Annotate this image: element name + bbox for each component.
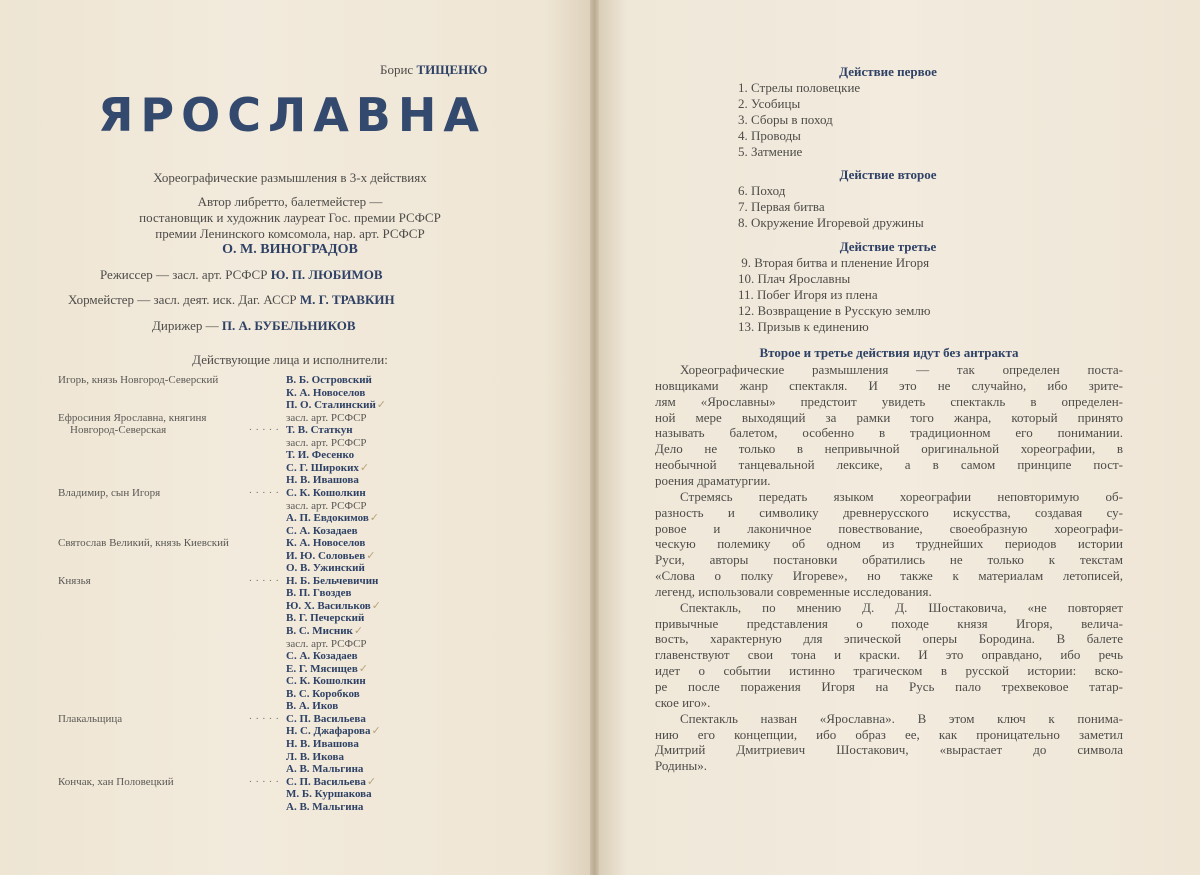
performer-name-text: Ю. Х. Васильков bbox=[286, 599, 371, 612]
credits-line: Автор либретто, балетмейстер — bbox=[197, 194, 383, 209]
essay-line: ре после поражения Игоря на Русь пало трехвековое татар- bbox=[655, 679, 1123, 694]
performer-name-text: А. П. Евдокимов bbox=[286, 512, 369, 525]
essay-line: Дело не только в непривычной оригинальной хореографии, в bbox=[655, 441, 1123, 457]
performer-name-text: К. А. Новоселов bbox=[286, 386, 366, 399]
performer-name bbox=[286, 424, 353, 436]
cast-row bbox=[58, 663, 398, 675]
scene-item: 12. Возвращение в Русскую землю bbox=[738, 303, 931, 318]
scene-item: 1. Стрелы половецкие bbox=[738, 80, 861, 95]
essay-line: нию его концепции, ибо образ ее, как проницательно заметил bbox=[655, 726, 1123, 742]
performer-name-text: засл. арт. РСФСР bbox=[286, 411, 367, 424]
scene-item: 13. Призыв к единению bbox=[738, 319, 869, 334]
performer-name bbox=[286, 412, 367, 424]
performer-name-text: И. Ю. Соловьев bbox=[286, 549, 366, 562]
essay-line: «Слова о полку Игореве», но также к материалам летописей, bbox=[655, 568, 1123, 584]
checkmark-icon: ✓ bbox=[353, 625, 364, 637]
scene-item: 10. Плач Ярославны bbox=[738, 271, 851, 286]
checkmark-icon: ✓ bbox=[359, 461, 370, 474]
performer-name-text: С. К. Кошолкин bbox=[286, 675, 366, 688]
performer-name bbox=[286, 600, 381, 612]
performer-name-text: В. А. Иков bbox=[286, 700, 339, 713]
performer-name-text: С. П. Васильева bbox=[286, 712, 366, 725]
performer-name-text: В. Г. Печерский bbox=[286, 612, 365, 625]
composer bbox=[380, 62, 488, 77]
performer-name bbox=[286, 525, 358, 537]
performer-name bbox=[286, 562, 365, 574]
performer-name-text: Т. И. Фесенко bbox=[286, 449, 355, 462]
performer-name bbox=[286, 751, 344, 763]
performer-name bbox=[286, 437, 367, 449]
essay-line: главенствуют свои тона и краски. И это оправдано, ибо речь bbox=[655, 647, 1123, 663]
intermission-note: Второе и третье действия идут без антракта bbox=[759, 345, 1019, 360]
performer-name bbox=[286, 650, 358, 662]
cast-row bbox=[58, 449, 398, 461]
cast-row bbox=[58, 399, 398, 411]
essay-line: роения драматургии. bbox=[655, 472, 771, 488]
performer-name bbox=[286, 449, 354, 461]
cast-row bbox=[58, 512, 398, 524]
performer-name-text: С. Г. Широких bbox=[286, 461, 359, 474]
essay-line: разность и символику древнерусского искусства, создавая су- bbox=[655, 504, 1123, 520]
performer-name-text: С. А. Козадаев bbox=[286, 524, 358, 537]
checkmark-icon: ✓ bbox=[358, 662, 368, 675]
checkmark-icon: ✓ bbox=[366, 549, 376, 562]
dot-leader: ····· bbox=[248, 775, 282, 788]
composer-last-name: ТИЩЕНКО bbox=[416, 62, 488, 77]
director-name: Ю. П. ЛЮБИМОВ bbox=[270, 267, 383, 282]
essay-line: ческую полемику об одном из труднейших периодов истории bbox=[655, 536, 1123, 552]
cast-row bbox=[58, 374, 398, 386]
essay-line: Спектакль, по мнению Д. Д. Шостаковича, «не повторяет bbox=[680, 599, 1123, 615]
cast-row bbox=[58, 474, 398, 486]
cast-role: Князья bbox=[58, 574, 91, 587]
chorus-credit bbox=[68, 292, 395, 307]
essay-line: привычные представления о походе князя Игоря, велича- bbox=[655, 615, 1123, 631]
chorus-label: Хормейстер — засл. деят. иск. Даг. АССР bbox=[68, 292, 297, 307]
cast-row bbox=[58, 575, 398, 587]
performer-name bbox=[286, 700, 338, 712]
essay-line: Дмитрий Дмитриевич Шостакович, «вырастает до символа bbox=[655, 742, 1123, 758]
performer-name bbox=[286, 738, 359, 750]
cast-row bbox=[58, 763, 398, 775]
cast-role: Святослав Великий, князь Киевский bbox=[58, 537, 229, 550]
cast-row bbox=[58, 801, 398, 813]
ballet-title: ЯРОСЛАВНА bbox=[98, 88, 486, 142]
scene-item: 6. Поход bbox=[738, 183, 786, 198]
essay-line: вость, характерную для эпической оперы Бородина. В балете bbox=[655, 631, 1123, 647]
composer-first-name: Борис bbox=[380, 62, 414, 77]
cast-row bbox=[58, 387, 398, 399]
cast-row bbox=[58, 776, 398, 788]
checkmark-icon: ✓ bbox=[371, 599, 381, 612]
dot-leader: ····· bbox=[248, 712, 282, 725]
cast-row bbox=[58, 675, 398, 687]
cast-row bbox=[58, 600, 398, 612]
cast-row bbox=[58, 625, 398, 637]
performer-name bbox=[286, 374, 372, 386]
performer-name-text: О. В. Ужинский bbox=[286, 562, 365, 575]
chorus-master-name: М. Г. ТРАВКИН bbox=[299, 292, 395, 307]
essay-line: Хореографические размышления — так определен поста- bbox=[680, 362, 1123, 377]
essay-line: необычной танцевальной лексике, а в самом принципе пост- bbox=[655, 457, 1123, 473]
performer-name-text: А. В. Мальгина bbox=[286, 800, 364, 813]
cast-row bbox=[58, 713, 398, 725]
performer-name-text: В. П. Гвоздев bbox=[286, 587, 352, 600]
director-label: Режиссер — засл. арт. РСФСР bbox=[100, 267, 268, 282]
performer-name-text: В. С. Коробков bbox=[286, 687, 360, 700]
subtitle: Хореографические размышления в 3-х действиях bbox=[153, 170, 427, 185]
performer-name-text: Е. Г. Мясищев bbox=[286, 662, 358, 675]
performer-name bbox=[286, 612, 364, 624]
performer-name bbox=[286, 788, 372, 800]
performer-name bbox=[286, 550, 375, 562]
dot-leader: ····· bbox=[248, 486, 282, 499]
performer-name bbox=[286, 399, 386, 411]
performer-name bbox=[286, 500, 367, 512]
cast-row bbox=[58, 700, 398, 712]
dot-leader: ····· bbox=[248, 574, 282, 587]
performer-name bbox=[286, 776, 376, 788]
cast-heading: Действующие лица и исполнители: bbox=[192, 352, 388, 367]
checkmark-icon: ✓ bbox=[369, 512, 379, 525]
checkmark-icon: ✓ bbox=[371, 725, 381, 738]
cast-row bbox=[58, 587, 398, 599]
credits-line: премии Ленинского комсомола, нар. арт. РСФСР bbox=[155, 226, 425, 241]
performer-name-text: засл. арт. РСФСР bbox=[286, 637, 367, 650]
essay-line: лям «Ярославны» предстоит увидеть спектакль в определен- bbox=[655, 393, 1123, 409]
director-credit bbox=[100, 267, 383, 282]
performer-name bbox=[286, 763, 363, 775]
performer-name-text: Т. В. Статкун bbox=[286, 424, 353, 437]
performer-name-text: А. В. Мальгина bbox=[286, 763, 364, 776]
scene-item: 5. Затмение bbox=[738, 144, 803, 159]
cast-role: Кончак, хан Половецкий bbox=[58, 775, 174, 788]
performer-name bbox=[286, 801, 363, 813]
cast-row bbox=[58, 725, 398, 737]
scene-item: 8. Окружение Игоревой дружины bbox=[738, 215, 924, 230]
performer-name bbox=[286, 474, 359, 486]
performer-name-text: В. С. Мисник bbox=[286, 625, 353, 637]
cast-row bbox=[58, 638, 398, 650]
cast-row bbox=[58, 612, 398, 624]
performer-name bbox=[286, 713, 366, 725]
essay-line: Родины». bbox=[655, 758, 708, 774]
performer-name bbox=[286, 487, 366, 499]
act-heading: Действие второе bbox=[839, 167, 937, 182]
performer-name bbox=[286, 512, 379, 524]
essay-line: идет о событии истинно трагическом в русской истории: вско- bbox=[655, 663, 1123, 679]
essay-line: легенд, использовали современные исследования. bbox=[655, 583, 932, 599]
performer-name-text: С. К. Кошолкин bbox=[286, 486, 366, 499]
performer-name bbox=[286, 575, 378, 587]
cast-row bbox=[58, 424, 398, 436]
scene-item: 11. Побег Игоря из плена bbox=[738, 287, 878, 302]
performer-name-text: К. А. Новоселов bbox=[286, 537, 366, 550]
cast-role: Новгород-Северская bbox=[70, 424, 167, 437]
performer-name-text: В. Б. Островский bbox=[286, 374, 372, 386]
cast-row bbox=[58, 437, 398, 449]
cast-row bbox=[58, 788, 398, 800]
performer-name-text: П. О. Сталинский bbox=[286, 399, 376, 412]
cast-role: Владимир, сын Игоря bbox=[58, 486, 161, 499]
performer-name bbox=[286, 387, 365, 399]
page-fold bbox=[590, 0, 599, 875]
scene-item: 2. Усобицы bbox=[738, 96, 801, 111]
performer-name bbox=[286, 663, 368, 675]
performer-name bbox=[286, 587, 351, 599]
performer-name-text: Л. В. Икова bbox=[286, 750, 344, 763]
conductor-label: Дирижер — bbox=[152, 318, 219, 333]
performer-name bbox=[286, 675, 366, 687]
essay-line: ровое и лаконичное повествование, своеобразную хореографи- bbox=[655, 520, 1123, 536]
cast-row bbox=[58, 650, 398, 662]
performer-name-text: Н. В. Ивашова bbox=[286, 474, 359, 487]
cast-row bbox=[58, 738, 398, 750]
act-heading: Действие третье bbox=[839, 239, 937, 254]
performer-name bbox=[286, 638, 367, 650]
cast-row bbox=[58, 412, 398, 424]
cast-role: Игорь, князь Новгород-Северский bbox=[58, 374, 219, 386]
essay-line: новщиками жанр спектакля. И это не случайно, ибо зрите- bbox=[655, 377, 1123, 393]
cast-row bbox=[58, 525, 398, 537]
performer-name-text: С. А. Козадаев bbox=[286, 650, 358, 663]
dot-leader: ····· bbox=[248, 424, 282, 437]
performer-name-text: Н. С. Джафарова bbox=[286, 725, 371, 738]
choreographer-name: О. М. ВИНОГРАДОВ bbox=[222, 242, 358, 257]
scene-item: 3. Сборы в поход bbox=[738, 112, 833, 127]
cast-row bbox=[58, 537, 398, 549]
essay-line: Спектакль назван «Ярославна». В этом ключ к понима- bbox=[680, 710, 1123, 726]
conductor-name: П. А. БУБЕЛЬНИКОВ bbox=[221, 318, 356, 333]
performer-name bbox=[286, 688, 360, 700]
checkmark-icon: ✓ bbox=[376, 399, 387, 412]
cast-row bbox=[58, 562, 398, 574]
performer-name bbox=[286, 537, 365, 549]
cast-row bbox=[58, 688, 398, 700]
cast-row bbox=[58, 462, 398, 474]
essay-line: ной мере выходящий за рамки того жанра, который принято bbox=[655, 409, 1123, 425]
performer-name-text: С. П. Васильева bbox=[286, 775, 366, 788]
scene-item: 9. Вторая битва и пленение Игоря bbox=[738, 255, 930, 270]
performer-name-text: М. Б. Куршакова bbox=[286, 788, 372, 801]
performer-name bbox=[286, 462, 369, 474]
cast-row bbox=[58, 487, 398, 499]
performer-name-text: Н. В. Ивашова bbox=[286, 737, 359, 750]
essay-line: ское иго». bbox=[655, 694, 711, 710]
cast-row bbox=[58, 550, 398, 562]
cast-role: Ефросиния Ярославна, княгиня bbox=[58, 411, 207, 424]
essay-line: Руси, авторы постановки обратились не только к текстам bbox=[655, 552, 1123, 568]
performer-name-text: засл. арт. РСФСР bbox=[286, 436, 367, 449]
performer-name bbox=[286, 725, 381, 737]
essay-line: называть балетом, особенно в традиционном его понимании. bbox=[655, 425, 1123, 441]
essay-line: Стремясь передать языком хореографии неповторимую об- bbox=[680, 488, 1123, 504]
cast-row bbox=[58, 751, 398, 763]
performer-name-text: засл. арт. РСФСР bbox=[286, 499, 367, 512]
credits-line: постановщик и художник лауреат Гос. премии РСФСР bbox=[139, 210, 441, 225]
cast-row bbox=[58, 500, 398, 512]
act-heading: Действие первое bbox=[839, 64, 937, 79]
cast-role: Плакальщица bbox=[58, 712, 123, 725]
performer-name-text: Н. Б. Бельчевичин bbox=[286, 574, 379, 587]
scene-item: 4. Проводы bbox=[738, 128, 801, 143]
performer-name bbox=[286, 625, 363, 637]
scene-item: 7. Первая битва bbox=[738, 199, 825, 214]
checkmark-icon: ✓ bbox=[366, 775, 377, 788]
conductor-credit bbox=[152, 318, 356, 333]
